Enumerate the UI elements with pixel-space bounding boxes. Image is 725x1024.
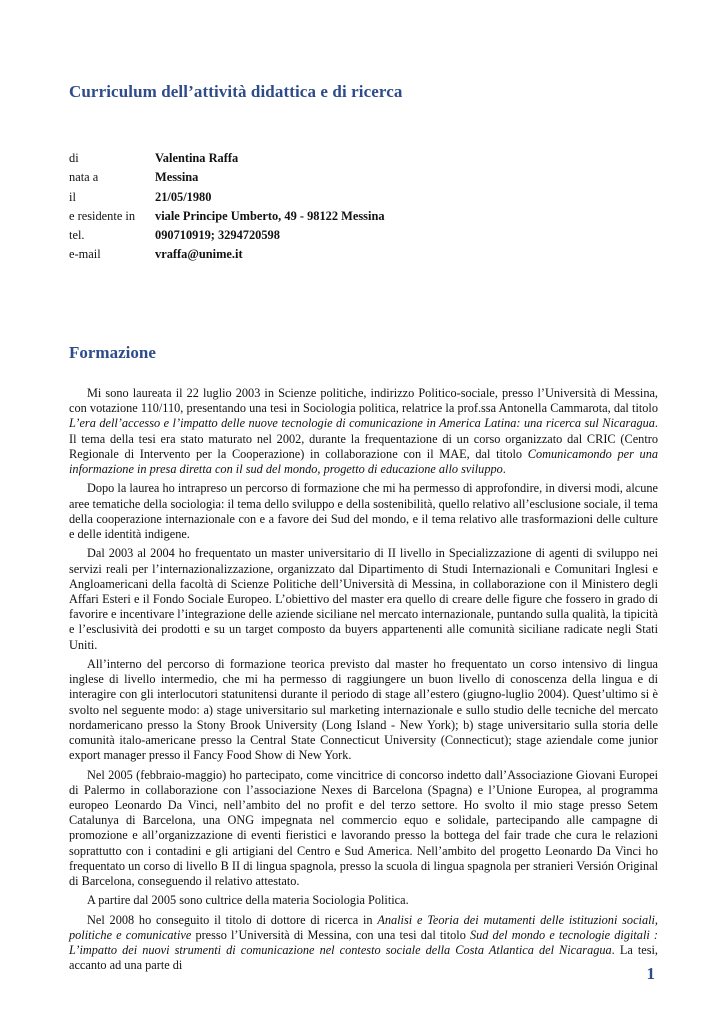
- paragraph-5: Nel 2005 (febbraio-maggio) ho partecipato, come vincitrice di concorso indetto dall’Associazione Giovani Europei di Palermo in collaborazione con l’associazione Nexes di Barcelona (Spagna) e l’Unione Europea, al programma europeo Leonardo Da Vinci, nell’ambito del no profit e del terzo settore. Ho svolto il mio stage presso Setem Catalunya di Barcelona, una ONG impegnata nel commercio equo e solidale, partecipando alle campagne di promozione e all’organizzazione di eventi fieristici e lavorando presso la bottega del fair trade che cura le relazioni soprattutto con i contadini e gli artigiani del Centro e Sud America. Nell’ambito del progetto Leonardo Da Vinci ho frequentato un corso di livello B II di lingua spagnola, presso la scuola di lingua spagnola per stranieri Versión Original di Barcelona, conseguendo il relativo attestato.: [69, 767, 658, 889]
- info-label: di: [69, 151, 79, 165]
- personal-info-table: [69, 149, 385, 265]
- info-label: il: [69, 189, 76, 204]
- doctoral-thesis-title: Sud del mondo e tecnologie digitali : L’impatto dei nuovi strumenti di comunicazione nel contesto sociale della Costa Atlantica del Nicaragua: [69, 928, 659, 958]
- info-value: 21/05/1980: [155, 189, 212, 204]
- paragraph-text: . La tesi, accanto ad una parte di: [69, 943, 658, 973]
- section-body: [69, 386, 658, 978]
- info-label: e residente in: [69, 208, 136, 223]
- paragraph-7: [69, 913, 658, 974]
- info-row: [69, 149, 385, 168]
- paragraph-2: Dopo la laurea ho intrapreso un percorso di formazione che mi ha permesso di approfondire, in diversi modi, alcune aree tematiche della sociologia: il tema dello sviluppo e della sostenibilità, quello relativo all’esclusione sociale, il tema della cooperazione internazionale con e a favore dei Sud del mondo, e il tema relativo alle trasformazioni delle culture e delle identità indigene.: [69, 481, 658, 542]
- paragraph-text: presso l’Università di Messina, con una tesi dal titolo: [191, 928, 470, 943]
- info-label: e-mail: [69, 247, 101, 262]
- info-row: [69, 188, 385, 207]
- section-title-formazione: Formazione: [69, 343, 156, 362]
- info-value: Valentina Raffa: [155, 151, 239, 165]
- email-value: vraffa@unime.it: [155, 247, 243, 262]
- page-number: 1: [646, 964, 655, 983]
- paragraph-4: All’interno del percorso di formazione teorica previsto dal master ho frequentato un corso intensivo di lingua inglese di livello intermedio, che mi ha permesso di raggiungere un buon livello di conoscenza della lingua e di interagire con gli interlocutori statunitensi durante il periodo di stage all’estero (giugno-luglio 2004). Quest’ultimo si è svolto nel seguente modo: a) stage universitario sul marketing internazionale e sullo studio delle tecniche del mercato nordamericano presso la Stony Brook University (Long Island - New York); b) stage universitario sulla storia delle comunità italo-americane presso la Central State Connecticut University (Connecticut); stage aziendale come junior export manager presso il Fancy Food Show di New York.: [69, 657, 658, 763]
- info-value: Messina: [155, 170, 199, 185]
- course-title: Comunicamondo per una informazione in presa diretta con il sud del mondo, progetto di educazione allo sviluppo: [69, 446, 659, 477]
- info-row: [69, 245, 385, 264]
- info-label: tel.: [69, 228, 85, 243]
- info-value: 090710919; 3294720598: [155, 228, 280, 243]
- thesis-title: L’era dell’accesso e l’impatto delle nuove tecnologie di comunicazione in America Latina: una ricerca sul Nicaragua: [69, 416, 655, 431]
- doctorate-title: Analisi e Teoria dei mutamenti delle istituzioni sociali, politiche e comunicative: [69, 912, 659, 943]
- paragraph-text: Mi sono laureata il 22 luglio 2003 in Scienze politiche, indirizzo Politico-sociale, presso l’Università di Messina, con votazione 110/110, presentando una tesi in Sociologia politica, relatrice la prof.ssa Antonella Cammarota, dal titolo: [69, 386, 658, 416]
- paragraph-text: Nel 2008 ho conseguito il titolo di dottore di ricerca in: [87, 912, 378, 927]
- info-row: [69, 226, 385, 245]
- paragraph-text: . Il tema della tesi era stato maturato nel 2002, durante la frequentazione di un corso organizzato dal CRIC (Centro Regionale di Intervento per la Cooperazione) in collaborazione con il MAE, dal titolo: [69, 416, 658, 461]
- info-label: nata a: [69, 170, 99, 185]
- paragraph-1: [69, 386, 658, 477]
- document-title: Curriculum dell’attività didattica e di ricerca: [69, 82, 403, 101]
- paragraph-6: A partire dal 2005 sono cultrice della materia Sociologia Politica.: [87, 893, 409, 908]
- paragraph-3: Dal 2003 al 2004 ho frequentato un master universitario di II livello in Specializzazione di agenti di sviluppo nei servizi reali per l’internazionalizzazione, organizzato dal Dipartimento di Studi Internazionali e Comunitari Inglesi e Angloamericani della facoltà di Scienze Politiche dell’Università di Messina, in collaborazione con il Ministero degli Affari Esteri e il Fondo Sociale Europeo. L’obiettivo del master era quello di creare delle figure che fossero in grado di favorire e incentivare l’integrazione delle aziende siciliane nel mercato internazionale, puntando sulla qualità, la tipicità e l’esclusività dei prodotti e su un target composto da buyers appartenenti alle comunità siciliane radicate negli Stati Uniti.: [69, 546, 658, 652]
- info-value: viale Principe Umberto, 49 - 98122 Messina: [155, 208, 385, 223]
- info-row: [69, 168, 385, 187]
- paragraph-text: .: [502, 462, 506, 477]
- info-row: [69, 207, 385, 226]
